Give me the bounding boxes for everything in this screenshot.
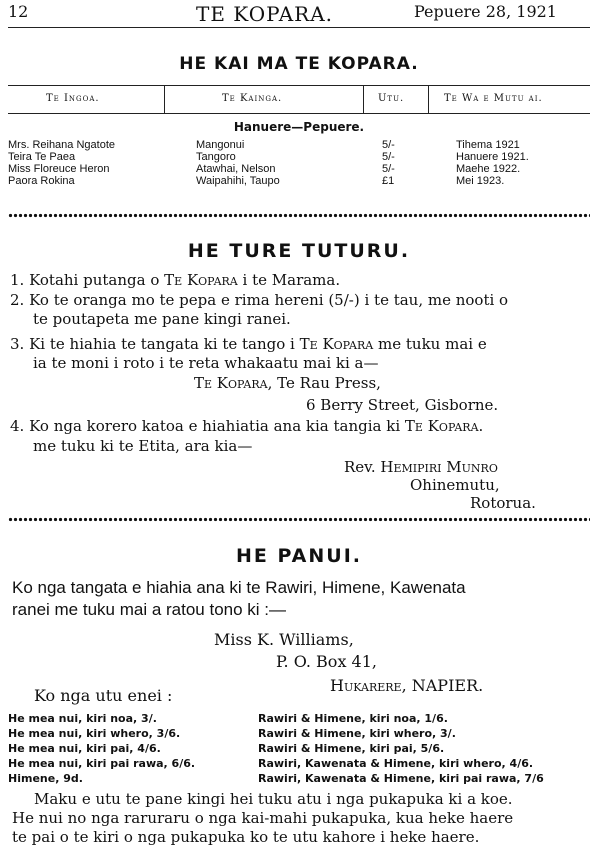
issue-date: Pepuere 28, 1921: [414, 2, 557, 21]
price-item: Rawiri, Kawenata & Himene, kiri pai rawa, 7/6: [258, 772, 544, 785]
price-item: He mea nui, kiri pai, 4/6.: [8, 742, 161, 755]
subscriber-fee: 5/-: [382, 139, 395, 151]
table-top-rule: [8, 85, 590, 86]
publication-name: Te Kopara: [164, 271, 238, 289]
price-item: Himene, 9d.: [8, 772, 83, 785]
rule-text: Kotahi putanga o: [29, 271, 160, 289]
rule-number: 1.: [10, 271, 25, 289]
subscriber-place: Waipahihi, Taupo: [196, 175, 280, 187]
subscriber-name: Teira Te Paea: [8, 151, 76, 163]
contact-box: P. O. Box 41,: [276, 652, 377, 671]
rule-number: 3.: [10, 335, 25, 353]
editor-town: Ohinemutu,: [410, 476, 500, 494]
dotted-divider: [8, 213, 590, 218]
footer-line-3: te pai o te kiri o nga pukapuka ko te utu kahore i heke haere.: [12, 828, 480, 846]
price-item: He mea nui, kiri whero, 3/6.: [8, 727, 181, 740]
header-rule: [8, 27, 590, 28]
school-name: Hukarere: [330, 676, 402, 695]
rule-text: i te Marama.: [242, 271, 341, 289]
rule-3: [10, 335, 487, 353]
subscriber-fee: £1: [382, 175, 395, 187]
rule-2-continued: te poutapeta me pane kingi ranei.: [33, 310, 291, 328]
footer-line-2: He nui no nga raruraru o nga kai-mahi pukapuka, kua heke haere: [12, 809, 514, 827]
editor-fullname: Hemipiri Munro: [380, 458, 498, 476]
rule-4: [10, 417, 483, 435]
subscriber-fee: 5/-: [382, 163, 395, 175]
contact-place: [330, 676, 483, 695]
city-name: , NAPIER.: [401, 676, 484, 695]
rule-4-continued: me tuku ki te Etita, ara kia—: [33, 437, 253, 455]
rule-text: Ki te hiahia te tangata ki te tango i: [29, 335, 295, 353]
publication-name: Te Kopara: [299, 335, 374, 353]
price-item: He mea nui, kiri pai rawa, 6/6.: [8, 757, 196, 770]
rule-3-continued: ia te moni i roto i te reta whakaatu mai ki a—: [33, 354, 379, 372]
column-header-expiry: Te Wa e Mutu ai.: [444, 93, 543, 104]
rule-text: me tuku mai e: [378, 335, 487, 353]
table-divider: [363, 86, 364, 113]
footer-line-1: Maku e utu te pane kingi hei tuku atu i nga pukapuka ki a koe.: [34, 790, 513, 808]
rule-2: [10, 291, 508, 309]
subscriber-place: Tangoro: [196, 151, 236, 163]
address-line-1: [194, 374, 381, 392]
page-number: 12: [8, 2, 29, 21]
period-label: Hanuere—Pepuere.: [233, 120, 365, 134]
subscriber-fee: 5/-: [382, 151, 395, 163]
subscriber-expiry: Hanuere 1921.: [456, 151, 529, 163]
editor-city: Rotorua.: [470, 494, 536, 512]
editor-title: Rev.: [344, 458, 376, 476]
editor-name: [344, 458, 498, 476]
notice-heading: HE PANUI.: [236, 545, 362, 567]
subscriber-name: Miss Floreuce Heron: [8, 163, 110, 175]
rule-text: Ko te oranga mo te pepa e rima hereni (5/-) i te tau, me nooti o: [29, 291, 509, 309]
address-line-2: 6 Berry Street, Gisborne.: [306, 396, 499, 414]
column-header-fee: Utu.: [378, 93, 405, 104]
subscriber-expiry: Tihema 1921: [456, 139, 520, 151]
price-item: Rawiri & Himene, kiri whero, 3/.: [258, 727, 456, 740]
subscriber-expiry: Maehe 1922.: [456, 163, 521, 175]
rules-heading: HE TURE TUTURU.: [187, 240, 411, 262]
notice-line-1: Ko nga tangata e hiahia ana ki te Rawiri, Himene, Kawenata: [12, 578, 466, 597]
rule-text: Ko nga korero katoa e hiahiatia ana kia tangia ki: [29, 417, 401, 435]
subscriber-name: Paora Rokina: [8, 175, 75, 187]
publication-name: Te Kopara: [194, 374, 268, 392]
subscriber-place: Mangonui: [196, 139, 245, 151]
dotted-divider: [8, 517, 590, 522]
contact-name: Miss K. Williams,: [214, 630, 354, 649]
column-header-name: Te Ingoa.: [46, 93, 100, 104]
table-bottom-rule: [8, 113, 590, 114]
rule-1: [10, 271, 340, 289]
price-item: He mea nui, kiri noa, 3/.: [8, 712, 157, 725]
price-item: Rawiri & Himene, kiri noa, 1/6.: [258, 712, 448, 725]
prices-intro: Ko nga utu enei :: [34, 686, 173, 705]
table-divider: [164, 86, 165, 113]
table-divider: [428, 86, 429, 113]
subscriber-place: Atawhai, Nelson: [196, 163, 276, 175]
subscribers-heading: HE KAI MA TE KOPARA.: [179, 54, 419, 74]
price-item: Rawiri & Himene, kiri pai, 5/6.: [258, 742, 445, 755]
press-name: , Te Rau Press,: [267, 374, 381, 392]
rule-number: 2.: [10, 291, 25, 309]
subscriber-name: Mrs. Reihana Ngatote: [8, 139, 115, 151]
price-item: Rawiri, Kawenata & Himene, kiri whero, 4/6.: [258, 757, 534, 770]
publication-name: Te Kopara.: [404, 417, 484, 435]
column-header-place: Te Kainga.: [222, 93, 283, 104]
subscriber-expiry: Mei 1923.: [456, 175, 505, 187]
notice-line-2: ranei me tuku mai a ratou tono ki :—: [12, 600, 287, 619]
publication-title: TE KOPARA.: [196, 2, 334, 26]
rule-number: 4.: [10, 417, 25, 435]
